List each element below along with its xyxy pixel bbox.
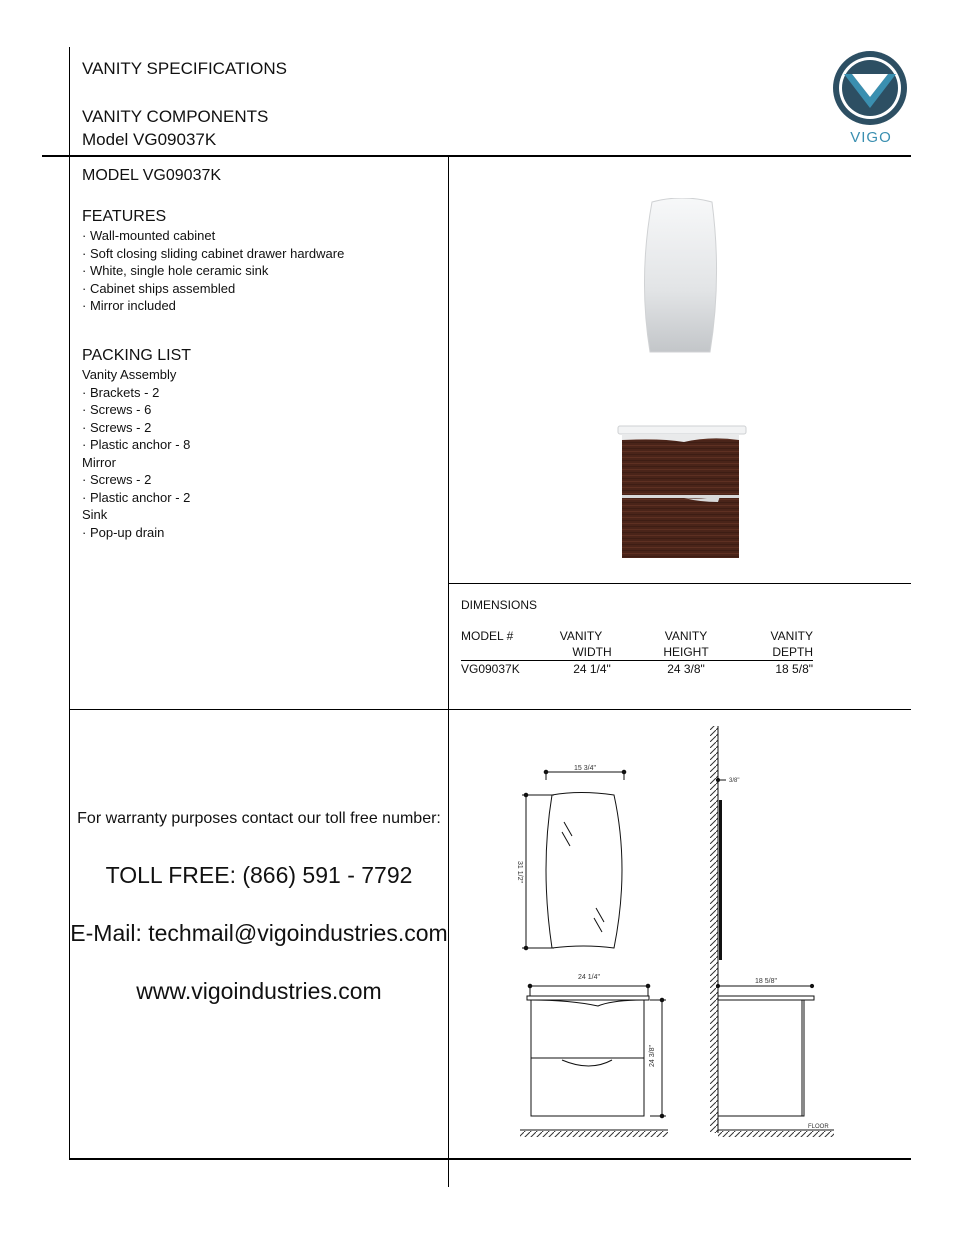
- list-item: Mirror: [82, 454, 116, 470]
- product-image: [600, 198, 760, 568]
- list-item: · Brackets - 2: [82, 384, 160, 400]
- col-width-header-2: WIDTH: [572, 645, 612, 659]
- bottom-divider: [69, 1158, 911, 1160]
- cab-depth-label: 18 5/8": [755, 978, 777, 985]
- middle-divider: [69, 709, 911, 710]
- table-row: [461, 661, 813, 678]
- dimensions-divider: [448, 583, 911, 584]
- row-depth: 18 5/8": [775, 662, 813, 676]
- wall-gap-label: 3/8": [729, 778, 740, 784]
- list-item: · Pop-up drain: [82, 524, 165, 540]
- warranty-text: For warranty purposes contact our toll free number:: [77, 810, 441, 827]
- vigo-logo: [826, 50, 916, 146]
- col-depth-header: VANITY: [770, 629, 813, 643]
- list-item: · Screws - 2: [82, 472, 152, 487]
- dimensions-heading: DIMENSIONS: [461, 598, 538, 612]
- col-width-header: VANITY: [559, 629, 603, 643]
- packing-heading: PACKING LIST: [82, 347, 192, 364]
- toll-free-number: TOLL FREE: (866) 591 - 7792: [105, 862, 413, 888]
- floor-label: FLOOR: [808, 1124, 829, 1130]
- list-item: · Screws - 6: [82, 402, 152, 417]
- features-list: [82, 227, 344, 315]
- mirror-width-label: 15 3/4": [574, 765, 596, 772]
- cab-height-label: 24 3/8": [649, 1045, 656, 1067]
- col-model-header: MODEL #: [461, 629, 514, 643]
- dimensions-table: [461, 628, 813, 677]
- cab-width-label: 24 1/4": [578, 974, 600, 981]
- list-item: · Cabinet ships assembled: [82, 280, 236, 296]
- list-item: · Plastic anchor - 2: [82, 489, 191, 505]
- mirror-height-label: 31 1/2": [516, 861, 523, 883]
- list-item: Sink: [82, 507, 108, 522]
- page-title: VANITY SPECIFICATIONS: [82, 59, 287, 78]
- logo-text: VIGO: [850, 129, 892, 146]
- model-line: Model VG09037K: [82, 130, 217, 149]
- technical-drawing: [500, 718, 850, 1148]
- packing-list: [82, 366, 190, 541]
- email-address: E-Mail: techmail@vigoindustries.com: [70, 920, 448, 946]
- list-item: · Wall-mounted cabinet: [82, 228, 216, 243]
- model-heading: MODEL VG09037K: [82, 167, 222, 184]
- list-item: · Mirror included: [82, 298, 176, 313]
- header-divider: [42, 155, 911, 157]
- website-url: www.vigoindustries.com: [136, 978, 382, 1004]
- row-model: VG09037K: [461, 662, 520, 676]
- list-item: Vanity Assembly: [82, 367, 177, 382]
- list-item: · Soft closing sliding cabinet drawer hardware: [82, 245, 345, 261]
- list-item: · Screws - 2: [82, 419, 152, 435]
- features-heading: FEATURES: [82, 208, 167, 225]
- page-subtitle: VANITY COMPONENTS: [82, 107, 269, 126]
- list-item: · Plastic anchor - 8: [82, 437, 191, 452]
- col-height-header-2: HEIGHT: [663, 645, 709, 659]
- row-height: 24 3/8": [667, 662, 705, 676]
- col-height-header: VANITY: [664, 629, 708, 643]
- list-item: · White, single hole ceramic sink: [82, 263, 269, 278]
- center-divider: [448, 155, 449, 1187]
- row-width: 24 1/4": [573, 662, 611, 676]
- col-depth-header-2: DEPTH: [772, 645, 813, 659]
